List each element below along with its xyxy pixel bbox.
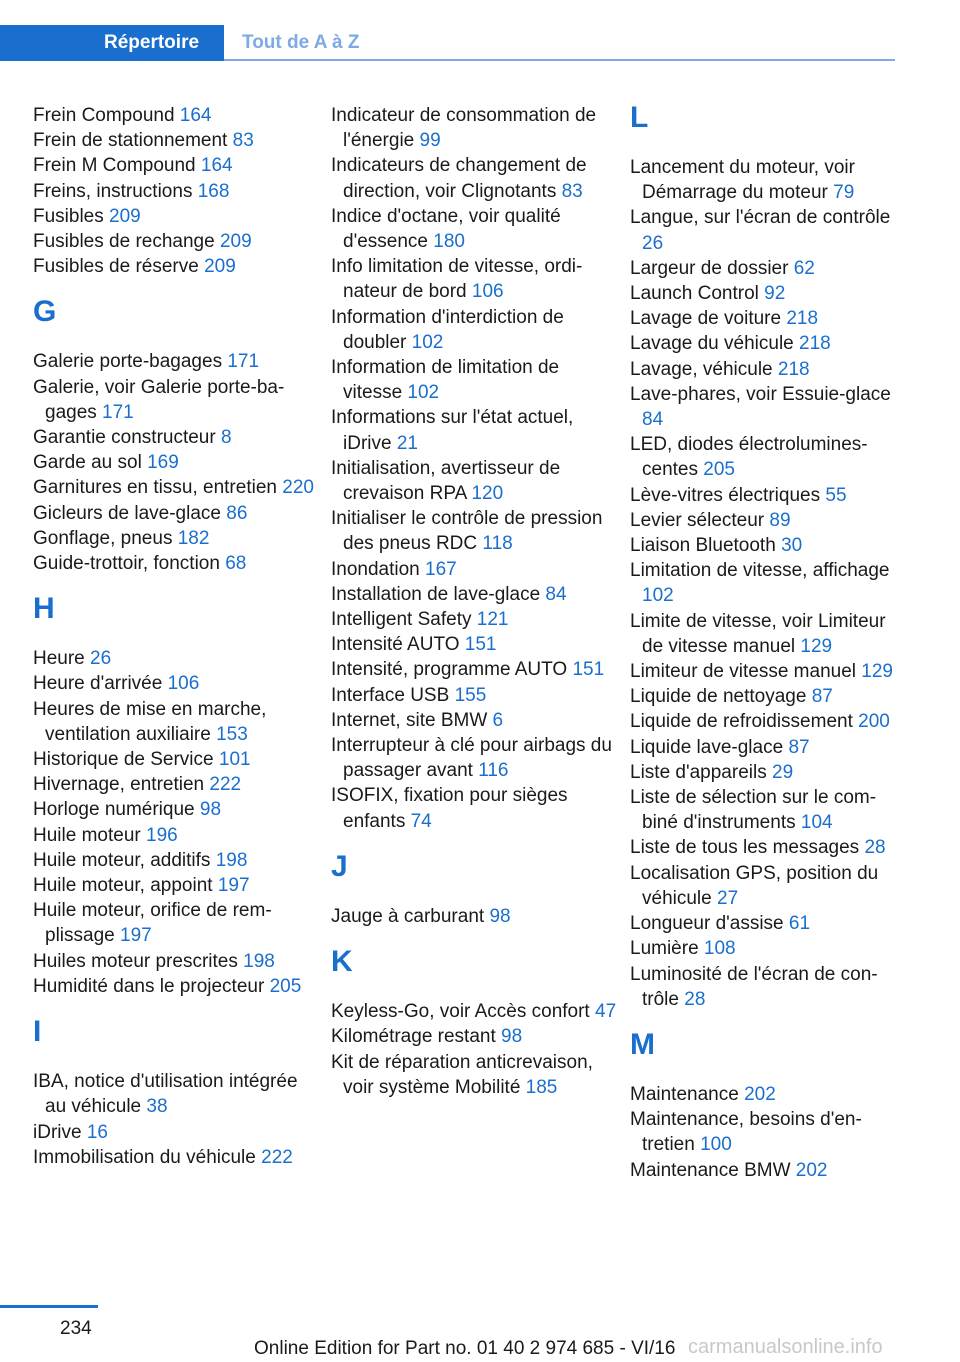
index-column-2 xyxy=(331,103,621,1100)
index-entry xyxy=(331,1050,621,1100)
page-link[interactable]: 205 xyxy=(703,459,735,481)
index-entry xyxy=(33,671,323,696)
tab-tout-de-a-a-z[interactable]: Tout de A à Z xyxy=(242,32,360,53)
index-entry xyxy=(33,949,323,974)
page-link[interactable]: 68 xyxy=(225,553,247,575)
page-link[interactable]: 62 xyxy=(793,257,815,279)
index-entry xyxy=(33,204,323,229)
index-column-3 xyxy=(630,103,898,1183)
index-entry-text: Fusibles xyxy=(33,205,110,227)
index-entry xyxy=(630,256,898,281)
page-link[interactable]: 30 xyxy=(781,535,803,557)
page-link[interactable]: 102 xyxy=(642,585,674,607)
index-entry-text: Liquide de refroidissement xyxy=(630,711,859,733)
page-link[interactable]: 61 xyxy=(788,913,811,935)
index-entry-text: Indicateur de consommation de l'énergie xyxy=(331,105,597,152)
page-link[interactable]: 47 xyxy=(595,1001,617,1023)
page-link[interactable]: 209 xyxy=(109,205,141,227)
page-link[interactable]: 151 xyxy=(572,659,605,681)
page-link[interactable]: 121 xyxy=(476,609,509,631)
edition-note: Online Edition for Part no. 01 40 2 974 685 - VI/16 xyxy=(254,1338,676,1359)
index-entry-text: Indice d'octane, voir qualité d'essence xyxy=(331,205,561,253)
page-link[interactable]: 84 xyxy=(545,583,567,605)
page-link[interactable]: 218 xyxy=(799,333,831,355)
page-link[interactable]: 118 xyxy=(482,533,513,555)
index-entry-text: Garantie constructeur xyxy=(33,427,221,449)
index-entry xyxy=(630,558,898,608)
index-entry-text: Lumière xyxy=(630,938,704,960)
page-link[interactable]: 101 xyxy=(218,749,251,771)
index-entry xyxy=(331,904,621,929)
page-link[interactable]: 153 xyxy=(216,723,248,745)
index-entry-text: Frein Compound xyxy=(33,105,180,126)
header-divider xyxy=(224,59,895,61)
page-link[interactable]: 83 xyxy=(232,130,254,152)
index-entry-text: Liste de tous les messages xyxy=(630,837,865,859)
page-link[interactable]: 92 xyxy=(764,283,786,305)
index-entry-text: Gicleurs de lave-glace xyxy=(33,502,227,524)
index-entry-text: Heures de mise en marche, ventilation auxiliaire xyxy=(33,698,267,745)
index-entry xyxy=(33,898,323,948)
index-entry-text: Huile moteur xyxy=(33,824,146,846)
page-link[interactable]: 120 xyxy=(471,483,504,505)
index-entry xyxy=(33,425,323,450)
index-entry xyxy=(630,962,898,1012)
index-entry xyxy=(33,475,323,500)
page-link[interactable]: 98 xyxy=(489,905,511,927)
index-entry xyxy=(33,526,323,551)
index-entry-text: Guide-trottoir, fonction xyxy=(33,553,226,575)
section-letter: L xyxy=(630,101,649,134)
index-entry-text: Information d'interdiction de doubler xyxy=(331,306,564,353)
page-link[interactable]: 180 xyxy=(433,231,465,253)
index-entry xyxy=(33,1069,323,1119)
index-entry xyxy=(33,646,323,671)
index-entry xyxy=(331,999,621,1024)
index-entry xyxy=(331,783,621,833)
page-link[interactable]: 102 xyxy=(407,382,440,404)
index-entry xyxy=(33,697,323,747)
page-link[interactable]: 182 xyxy=(177,527,210,549)
index-entry xyxy=(630,659,898,684)
page-link[interactable]: 198 xyxy=(243,950,275,972)
index-entry-text: Galerie porte-bagages xyxy=(33,351,228,373)
index-entry xyxy=(331,1024,621,1049)
index-entry-text: Freins, instructions xyxy=(33,180,198,202)
index-entry-text: Liquide lave-glace xyxy=(630,736,789,758)
index-entry-text: Kilométrage restant xyxy=(331,1026,502,1048)
page-link[interactable]: 209 xyxy=(219,231,252,253)
page-link[interactable]: 98 xyxy=(199,799,222,821)
page-link[interactable]: 84 xyxy=(642,409,664,431)
index-entry xyxy=(33,747,323,772)
index-entry xyxy=(33,551,323,576)
index-entry-text: Kit de réparation anticrevaison, voir système Mobilité xyxy=(331,1051,593,1098)
index-entry xyxy=(331,153,621,203)
index-entry xyxy=(630,911,898,936)
index-entry xyxy=(331,456,621,506)
index-entry xyxy=(331,103,621,153)
page-link[interactable]: 38 xyxy=(146,1096,168,1118)
index-entry xyxy=(331,632,621,657)
index-entry-text: ISOFIX, fixation pour sièges enfants xyxy=(331,785,568,832)
page-link[interactable]: 151 xyxy=(464,634,497,656)
page-link[interactable]: 99 xyxy=(419,130,441,152)
section-letter: G xyxy=(33,295,57,329)
index-entry xyxy=(331,305,621,355)
index-entry xyxy=(33,797,323,822)
section-letter: M xyxy=(630,1027,655,1061)
index-entry-text: iDrive xyxy=(33,1121,87,1143)
index-entry xyxy=(630,1107,898,1157)
page-link[interactable]: 83 xyxy=(561,180,583,202)
index-entry-text: Intensité, programme AUTO xyxy=(331,659,573,681)
index-entry-text: Interface USB xyxy=(331,684,455,706)
section-letter: K xyxy=(331,945,353,979)
index-entry xyxy=(331,506,621,556)
index-entry xyxy=(331,557,621,582)
index-entry xyxy=(33,1145,323,1170)
page-link[interactable]: 28 xyxy=(864,837,886,859)
section-letter: I xyxy=(33,1015,42,1049)
index-entry-text: Lavage du véhicule xyxy=(630,333,800,355)
index-entry xyxy=(630,760,898,785)
index-entry-text: Fusibles de réserve xyxy=(33,256,205,278)
index-entry xyxy=(630,835,898,860)
page-link[interactable]: 218 xyxy=(777,358,810,380)
index-entry xyxy=(630,735,898,760)
page-link[interactable]: 185 xyxy=(525,1076,558,1098)
page-link[interactable]: 87 xyxy=(811,686,833,708)
index-column-1 xyxy=(33,103,323,1170)
index-entry xyxy=(630,155,898,205)
index-entry xyxy=(630,533,898,558)
index-entry xyxy=(630,936,898,961)
index-entry xyxy=(33,375,323,425)
index-entry-text: Maintenance BMW xyxy=(630,1159,796,1181)
index-entry xyxy=(33,873,323,898)
page-link[interactable]: 200 xyxy=(858,711,890,733)
index-entry-text: Immobilisation du véhicule xyxy=(33,1146,262,1168)
index-entry-text: Maintenance, besoins d'entretien xyxy=(630,1109,862,1156)
index-entry xyxy=(630,508,898,533)
index-entry xyxy=(33,450,323,475)
page-link[interactable]: 205 xyxy=(269,975,302,997)
index-entry-text: IBA, notice d'utilisation intégrée au véhicule xyxy=(33,1071,298,1118)
page-link[interactable]: 222 xyxy=(209,774,242,796)
index-entry xyxy=(331,708,621,733)
index-entry-text: Gonflage, pneus xyxy=(33,527,178,549)
index-entry xyxy=(630,357,898,382)
page-link[interactable]: 26 xyxy=(90,648,112,670)
page-link[interactable]: 74 xyxy=(410,810,432,832)
index-entry-text: Heure d'arrivée xyxy=(33,673,168,695)
index-entry-text: Inondation xyxy=(331,558,426,580)
page-link[interactable]: 21 xyxy=(396,432,418,454)
index-entry-text: Intelligent Safety xyxy=(331,609,477,631)
index-entry-text: Internet, site BMW xyxy=(331,709,493,731)
footer-divider xyxy=(0,1305,98,1308)
page-link[interactable]: 169 xyxy=(147,452,179,474)
index-entry xyxy=(33,501,323,526)
index-entry xyxy=(630,709,898,734)
index-entry-text: Huile moteur, orifice de remplissage xyxy=(33,900,272,947)
index-entry-text: Installation de lave-glace xyxy=(331,583,546,605)
index-entry-text: Galerie, voir Galerie porte-bagages xyxy=(33,376,285,423)
index-entry xyxy=(630,609,898,659)
index-entry-text: Hivernage, entretien xyxy=(33,774,210,796)
index-entry xyxy=(331,204,621,254)
index-entry-text: Liste de sélection sur le combiné d'instruments xyxy=(630,787,877,834)
index-entry xyxy=(630,432,898,482)
index-entry-text: Limitation de vitesse, affichage xyxy=(630,560,890,582)
page-link[interactable]: 104 xyxy=(800,812,833,834)
page-link[interactable]: 79 xyxy=(833,182,855,204)
index-entry xyxy=(331,683,621,708)
index-entry-text: Info limitation de vitesse, ordinateur de bord xyxy=(331,256,583,303)
index-entry xyxy=(33,128,323,153)
index-entry xyxy=(630,483,898,508)
index-entry xyxy=(331,254,621,304)
index-entry-text: Initialiser le contrôle de pression des pneus RDC xyxy=(331,508,603,555)
page-link[interactable]: 129 xyxy=(861,661,893,683)
index-entry-text: Maintenance xyxy=(630,1083,745,1105)
page-link[interactable]: 108 xyxy=(703,938,736,960)
index-entry-text: Garde au sol xyxy=(33,452,148,474)
page-link[interactable]: 6 xyxy=(492,709,504,731)
index-entry-text: Historique de Service xyxy=(33,749,219,771)
index-entry xyxy=(33,103,323,128)
index-entry xyxy=(33,772,323,797)
page-link[interactable]: 164 xyxy=(179,105,212,126)
page-link[interactable]: 164 xyxy=(200,155,233,177)
index-entry xyxy=(33,1120,323,1145)
index-entry-text: Information de limitation de vitesse xyxy=(331,357,560,404)
index-entry-text: Jauge à carburant xyxy=(331,905,490,927)
index-entry-text: Largeur de dossier xyxy=(630,257,794,279)
page-link[interactable]: 129 xyxy=(800,635,833,657)
page-link[interactable]: 8 xyxy=(220,427,232,449)
index-entry-text: Levier sélecteur xyxy=(630,509,770,531)
index-entry-text: Frein M Compound xyxy=(33,155,201,177)
index-entry-text: Indicateurs de changement de direction, voir Clignotants xyxy=(331,155,587,202)
index-entry-text: Lavage de voiture xyxy=(630,308,787,330)
section-letter: J xyxy=(331,849,348,883)
index-entry xyxy=(630,331,898,356)
section-letter: H xyxy=(33,592,55,626)
page-link[interactable]: 102 xyxy=(411,331,444,353)
index-entry-text: Lave-phares, voir Essuie-glace xyxy=(630,383,891,405)
index-entry-text: Huiles moteur prescrites xyxy=(33,950,244,972)
index-entry xyxy=(630,684,898,709)
index-entry-text: Langue, sur l'écran de contrôle xyxy=(630,207,891,229)
page-link[interactable]: 55 xyxy=(825,484,847,506)
index-entry-text: Liste d'appareils xyxy=(630,761,772,783)
page-link[interactable]: 16 xyxy=(86,1121,108,1143)
index-entry-text: Informations sur l'état actuel, iDrive xyxy=(331,407,574,454)
page-link[interactable]: 202 xyxy=(744,1083,776,1105)
page-link[interactable]: 27 xyxy=(717,887,739,909)
index-entry-text: Huile moteur, additifs xyxy=(33,849,216,871)
page-link[interactable]: 100 xyxy=(700,1134,732,1156)
page-link[interactable]: 26 xyxy=(642,232,664,254)
page-link[interactable]: 218 xyxy=(786,308,819,330)
index-entry xyxy=(630,306,898,331)
index-entry-text: Keyless-Go, voir Accès confort xyxy=(331,1001,595,1023)
index-entry xyxy=(33,349,323,374)
index-entry xyxy=(33,153,323,178)
page-link[interactable]: 167 xyxy=(425,558,457,580)
page-link[interactable]: 89 xyxy=(769,509,791,531)
index-entry xyxy=(33,823,323,848)
page-link[interactable]: 86 xyxy=(226,502,248,524)
index-entry-text: Huile moteur, appoint xyxy=(33,875,218,897)
watermark: carmanualsonline.info xyxy=(688,1336,883,1358)
index-entry xyxy=(33,229,323,254)
page-link[interactable]: 155 xyxy=(454,684,487,706)
index-entry-text: Lève-vitres électriques xyxy=(630,484,826,506)
index-entry xyxy=(33,254,323,279)
page-link[interactable]: 198 xyxy=(215,849,248,871)
page-link[interactable]: 116 xyxy=(478,760,509,782)
index-entry-text: Heure xyxy=(33,648,91,670)
index-entry-text: Luminosité de l'écran de contrôle xyxy=(630,963,878,1010)
index-entry-text: Frein de stationnement xyxy=(33,130,233,152)
page-link[interactable]: 28 xyxy=(684,988,706,1010)
page-link[interactable]: 196 xyxy=(146,824,178,846)
index-entry-text: Humidité dans le projecteur xyxy=(33,975,270,997)
index-entry xyxy=(630,281,898,306)
page-link[interactable]: 197 xyxy=(217,875,250,897)
index-entry-text: Interrupteur à clé pour airbags du passager avant xyxy=(331,735,612,782)
page-link[interactable]: 106 xyxy=(167,673,200,695)
index-entry xyxy=(630,785,898,835)
index-entry xyxy=(331,405,621,455)
page-number: 234 xyxy=(60,1318,92,1339)
page-link[interactable]: 202 xyxy=(795,1159,828,1181)
index-entry-text: Localisation GPS, position du véhicule xyxy=(630,862,879,909)
index-entry-text: Horloge numérique xyxy=(33,799,200,821)
index-entry xyxy=(630,1158,898,1183)
index-entry-text: Lancement du moteur, voir Démarrage du moteur xyxy=(630,157,855,204)
page-link[interactable]: 106 xyxy=(471,281,504,303)
index-entry xyxy=(33,848,323,873)
index-entry xyxy=(331,355,621,405)
index-entry-text: Liaison Bluetooth xyxy=(630,535,782,557)
page-link[interactable]: 168 xyxy=(197,180,230,202)
index-entry xyxy=(630,861,898,911)
page-link[interactable]: 87 xyxy=(788,736,810,758)
index-entry xyxy=(331,733,621,783)
index-entry xyxy=(331,657,621,682)
index-entry-text: Fusibles de rechange xyxy=(33,231,220,253)
index-entry-text: Initialisation, avertisseur de crevaison RPA xyxy=(331,457,561,505)
index-entry-text: LED, diodes électroluminescentes xyxy=(630,434,868,481)
header xyxy=(0,0,960,62)
index-entry xyxy=(630,1082,898,1107)
index-entry xyxy=(331,582,621,607)
index-entry xyxy=(630,382,898,432)
page-link[interactable]: 98 xyxy=(501,1026,523,1048)
index-entry-text: Lavage, véhicule xyxy=(630,358,778,380)
page-link[interactable]: 220 xyxy=(282,477,314,499)
index-entry-text: Longueur d'assise xyxy=(630,913,789,935)
index-entry xyxy=(33,179,323,204)
tab-repertoire[interactable]: Répertoire xyxy=(0,25,224,61)
index-entry xyxy=(630,205,898,255)
page-link[interactable]: 222 xyxy=(261,1146,293,1168)
page-link[interactable]: 29 xyxy=(772,761,794,783)
page-link[interactable]: 209 xyxy=(204,256,236,278)
page-link[interactable]: 197 xyxy=(120,925,152,947)
index-entry-text: Limite de vitesse, voir Limiteur de vitesse manuel xyxy=(630,610,886,657)
page-link[interactable]: 171 xyxy=(227,351,260,373)
index-entry xyxy=(33,974,323,999)
index-entry-text: Intensité AUTO xyxy=(331,634,465,656)
index-entry xyxy=(331,607,621,632)
index-entry-text: Garnitures en tissu, entretien xyxy=(33,477,283,499)
index-entry-text: Liquide de nettoyage xyxy=(630,686,812,708)
page-link[interactable]: 171 xyxy=(102,401,134,423)
index-entry-text: Limiteur de vitesse manuel xyxy=(630,661,862,683)
index-entry-text: Launch Control xyxy=(630,283,765,305)
